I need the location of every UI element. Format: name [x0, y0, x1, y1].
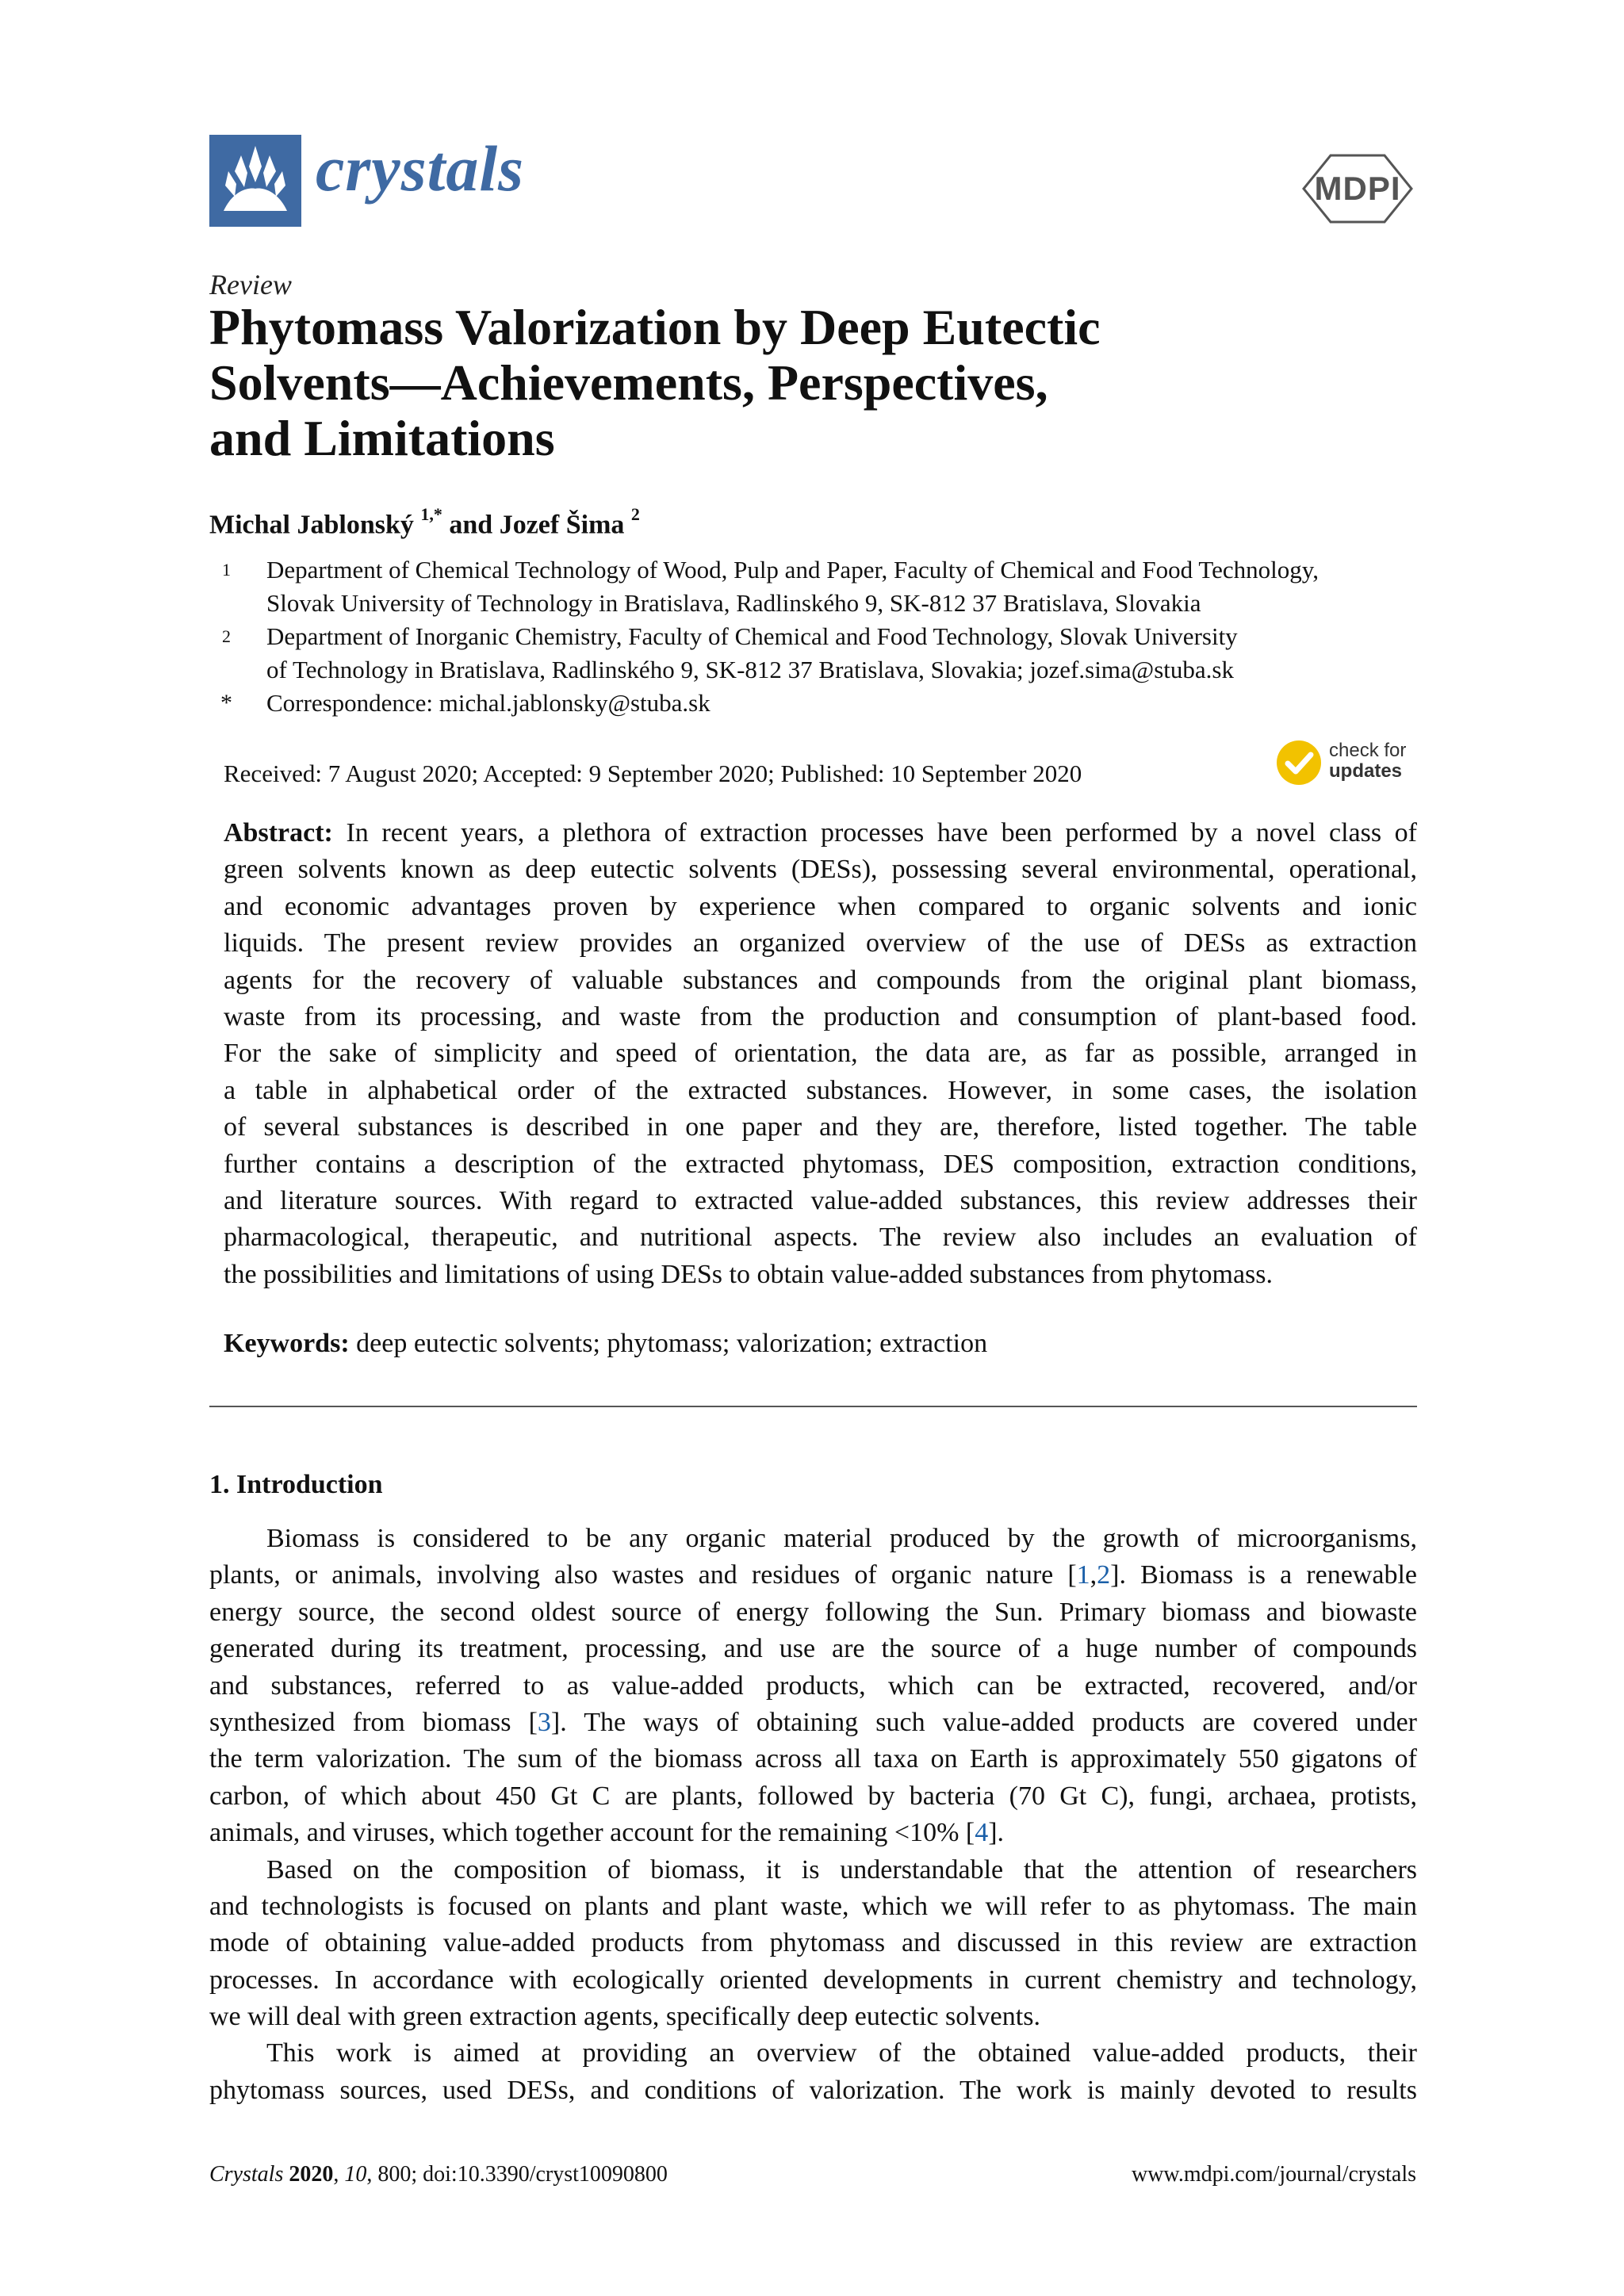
journal-url[interactable]: www.mdpi.com/journal/crystals [1131, 2162, 1416, 2187]
affiliation-line: Department of Chemical Technology of Wood, Pulp and Paper, Faculty of Chemical and Food Technology, [266, 556, 1319, 584]
body-text-run: synthesized from biomass [ [209, 1707, 538, 1737]
publication-dates: Received: 7 August 2020; Accepted: 9 September 2020; Published: 10 September 2020 [224, 760, 1082, 787]
body-text-run: Biomass is considered to be any organic material produced by the growth of microorganisms, [266, 1524, 1417, 1553]
body-text-run: ]. Biomass is a renewable [1110, 1560, 1417, 1590]
author-affiliation-mark: 1,* [420, 504, 442, 524]
body-line [209, 2072, 1417, 2109]
author-conjunction: and [449, 510, 493, 540]
abstract-line: and economic advantages proven by experience when compared to organic solvents and ionic [224, 891, 1417, 921]
abstract-line: waste from its processing, and waste from the production and consumption of plant-based food. [224, 1001, 1417, 1031]
body-line [209, 1557, 1417, 1594]
abstract-line: and literature sources. With regard to extracted value-added substances, this review addresses their [224, 1185, 1417, 1215]
affiliation-line: Department of Inorganic Chemistry, Faculty of Chemical and Food Technology, Slovak University [266, 622, 1238, 650]
correspondence-mark: * [220, 690, 232, 716]
author-name: Jozef Šima [499, 510, 625, 540]
body-text-run: plants, or animals, involving also wastes and residues of organic nature [ [209, 1560, 1077, 1590]
crystal-icon [209, 135, 301, 227]
title-line: Solvents—Achievements, Perspectives, [209, 354, 1048, 411]
abstract-line: Abstract: In recent years, a plethora of extraction processes have been performed by a novel class of [224, 818, 1418, 848]
abstract-line: a table in alphabetical order of the extracted substances. However, in some cases, the isolation [224, 1075, 1417, 1105]
abstract-line: liquids. The present review provides an organized overview of the use of DESs as extraction [224, 928, 1417, 959]
body-text-run: This work is aimed at providing an overview of the obtained value-added products, their [266, 2038, 1417, 2068]
body-text-run: animals, and viruses, which together account for the remaining <10% [ [209, 1818, 975, 1848]
body-line [209, 1668, 1417, 1705]
body-text-run: ]. [988, 1818, 1005, 1848]
body-text-run: mode of obtaining value-added products from phytomass and discussed in this review are extraction [209, 1928, 1417, 1958]
body-text-run: and technologists is focused on plants and plant waste, which we will refer to as phytomass. The main [209, 1891, 1417, 1921]
abstract-line: of several substances is described in one paper and they are, therefore, listed together. The table [224, 1112, 1417, 1142]
body-text-run: we will deal with green extraction agents, specifically deep eutectic solvents. [209, 2002, 1040, 2032]
check-updates-line: check for [1329, 740, 1407, 761]
introduction-body [209, 1521, 1417, 2109]
author-name: Michal Jablonský [209, 510, 414, 540]
body-line [209, 1705, 1417, 1741]
paper-title [209, 300, 1446, 466]
footer-doi: , 800; doi:10.3390/cryst10090800 [366, 2162, 668, 2187]
abstract [224, 815, 1417, 1293]
check-for-updates-badge[interactable] [1275, 737, 1418, 788]
publisher-name: MDPI [1314, 170, 1401, 207]
section-divider [209, 1406, 1417, 1407]
abstract-line: the possibilities and limitations of using DESs to obtain value-added substances from phytomass. [224, 1259, 1274, 1289]
body-line [209, 1815, 1417, 1851]
keywords-text: deep eutectic solvents; phytomass; valorization; extraction [356, 1329, 988, 1358]
correspondence-line: Correspondence: michal.jablonsky@stuba.sk [266, 689, 710, 717]
body-line [209, 1521, 1417, 1557]
citation-link[interactable]: 4 [975, 1818, 989, 1848]
body-line [209, 1852, 1417, 1888]
affiliation-number: 2 [222, 626, 231, 646]
citation-link[interactable]: 2 [1097, 1560, 1111, 1590]
body-text-run: ]. The ways of obtaining such value-added products are covered under [550, 1707, 1417, 1737]
abstract-label: Abstract: [224, 818, 333, 848]
affiliation-line: Slovak University of Technology in Bratislava, Radlinského 9, SK-812 37 Bratislava, Slovakia [266, 589, 1201, 617]
citation-link[interactable]: 1 [1076, 1560, 1090, 1590]
body-text-run: the term valorization. The sum of the biomass across all taxa on Earth is approximately 550 gigatons of [209, 1744, 1417, 1774]
body-text-run: Based on the composition of biomass, it is understandable that the attention of researchers [266, 1854, 1417, 1885]
body-text-run: carbon, of which about 450 Gt C are plants, followed by bacteria (70 Gt C), fungi, archaea, protists, [209, 1781, 1417, 1811]
section-heading: 1. Introduction [209, 1470, 383, 1499]
body-text-run: phytomass sources, used DESs, and conditions of valorization. The work is mainly devoted to results [209, 2075, 1417, 2105]
footer-year: 2020 [289, 2162, 334, 2187]
article-type: Review [209, 269, 292, 300]
body-line [209, 1962, 1417, 1999]
title-line: Phytomass Valorization by Deep Eutectic [209, 299, 1101, 355]
body-line [209, 1741, 1417, 1777]
body-text-run: energy source, the second oldest source of energy following the Sun. Primary biomass and biowaste [209, 1597, 1417, 1627]
footer-volume: 10 [344, 2162, 367, 2187]
body-text-run: and substances, referred to as value-added products, which can be extracted, recovered, and/or [209, 1670, 1417, 1701]
body-text-run: generated during its treatment, processing, and use are the source of a huge number of compounds [209, 1634, 1417, 1664]
keywords-label: Keywords: [224, 1329, 350, 1358]
journal-logo [209, 135, 301, 227]
title-line: and Limitations [209, 410, 555, 466]
citation-link[interactable]: 3 [537, 1707, 551, 1737]
keywords [224, 1329, 987, 1359]
author-affiliation-mark: 2 [630, 504, 640, 524]
abstract-line: agents for the recovery of valuable substances and compounds from the original plant biomass, [224, 965, 1417, 995]
body-line [209, 2035, 1417, 2072]
body-line [209, 1888, 1417, 1925]
abstract-line: green solvents known as deep eutectic solvents (DESs), possessing several environmental, operational, [224, 855, 1417, 885]
abstract-line: pharmacological, therapeutic, and nutritional aspects. The review also includes an evaluation of [224, 1223, 1417, 1253]
author-list [209, 504, 640, 540]
body-line [209, 1925, 1417, 1961]
body-text-run: , [1090, 1560, 1097, 1590]
publisher-logo [1299, 151, 1416, 227]
affiliation-line: of Technology in Bratislava, Radlinského 9, SK-812 37 Bratislava, Slovakia; jozef.sima@stuba.sk [266, 656, 1234, 683]
body-line [209, 1631, 1417, 1667]
footer-journal: Crystals [209, 2162, 284, 2187]
body-text-run: processes. In accordance with ecologically oriented developments in current chemistry and technology, [209, 1965, 1417, 1995]
check-updates-line: updates [1329, 760, 1403, 782]
body-line [209, 1778, 1417, 1815]
journal-name: crystals [316, 132, 525, 205]
body-line [209, 1999, 1417, 2035]
citation-footer: Crystals 2020, 10, 800; doi:10.3390/cryst10090800 [209, 2162, 668, 2187]
abstract-line: further contains a description of the extracted phytomass, DES composition, extraction conditions, [224, 1149, 1417, 1179]
abstract-line: For the sake of simplicity and speed of orientation, the data are, as far as possible, arranged in [224, 1039, 1417, 1069]
affiliation-number: 1 [222, 560, 231, 580]
checkmark-icon [1275, 739, 1323, 786]
body-line [209, 1594, 1417, 1631]
